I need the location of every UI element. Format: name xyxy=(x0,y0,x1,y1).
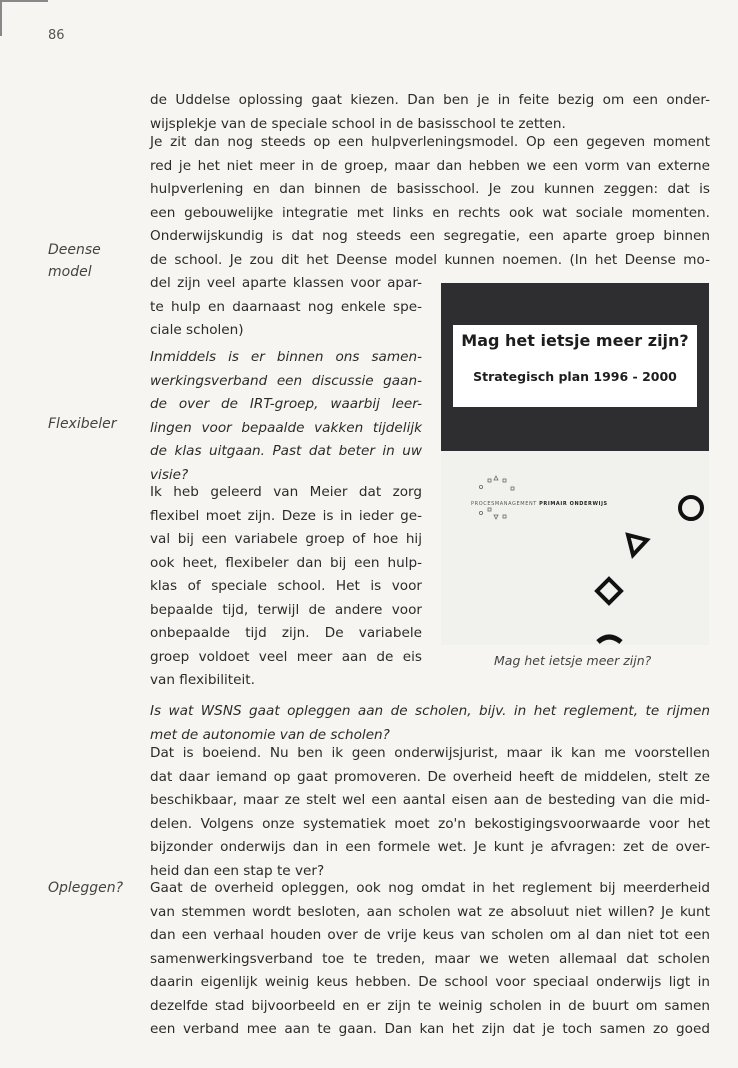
text-line: van flexibiliteit. xyxy=(150,672,255,688)
logo-ring-icon xyxy=(479,476,514,519)
cover-brand-bold: PRIMAIR ONDERWIJS xyxy=(539,501,608,507)
paragraph-hulpverlening-continued xyxy=(150,272,422,343)
text-line: val bij een variabele groep of hoe hij xyxy=(150,531,422,547)
text-line: dezelfde stad bijvoorbeeld en er zijn te weinig scholen in de buurt om samen xyxy=(150,997,710,1014)
text-line: Dat is boeiend. Nu ben ik geen onderwijsjurist, maar ik kan me voorstellen xyxy=(150,745,710,761)
text-line: van stemmen wordt besloten, aan scholen wat ze absoluut niet willen? Je kunt xyxy=(150,903,710,920)
text-line: klas of speciale school. Het is voor xyxy=(150,578,422,594)
text-line: de klas uitgaan. Past dat beter in uw xyxy=(150,443,422,459)
text-line: een gebouwelijke integratie met links en rechts ook wat sociale momenten. xyxy=(150,204,710,221)
scan-edge-top xyxy=(0,0,48,2)
paragraph-hulpverlening xyxy=(150,131,710,272)
figure-caption: Mag het ietsje meer zijn? xyxy=(494,653,652,668)
paragraph-opleggen xyxy=(150,877,710,1042)
text-line: een verband mee aan te gaan. Dan kan het zijn dat je toch samen zo goed xyxy=(150,1021,710,1037)
text-line: red je het niet meer in de groep, maar dan hebben we een vorm van externe xyxy=(150,157,710,174)
interview-question-wsns xyxy=(150,700,710,747)
text-line: met de autonomie van de scholen? xyxy=(150,726,390,743)
text-line: beschikbaar, maar ze stelt wel een aantal eisen aan de besteding van die mid- xyxy=(150,792,710,808)
cover-title: Mag het ietsje meer zijn? xyxy=(461,331,689,350)
text-line: onbepaalde tijd zijn. De variabele xyxy=(150,625,422,641)
text-line: heid dan een stap te ver? xyxy=(150,862,325,879)
margin-note-deense-model xyxy=(48,239,101,283)
text-line: Is wat WSNS gaat opleggen aan de scholen, bijv. in het reglement, te rijmen xyxy=(150,703,710,719)
cover-figure xyxy=(441,283,709,645)
text-line: lingen voor bepaalde vakken tijdelijk xyxy=(150,419,422,436)
margin-note-flexibeler: Flexibeler xyxy=(48,416,117,432)
triangle-shape-icon xyxy=(628,535,647,555)
text-line: delen. Volgens onze systematiek moet zo'n bekostigingsvoorwaarde voor het xyxy=(150,815,710,832)
text-line: hulpverlening en dan binnen de basisschool. Je zou kunnen zeggen: dat is xyxy=(150,181,710,197)
diamond-shape-icon xyxy=(597,579,621,603)
text-line: flexibel moet zijn. Deze is in ieder ge- xyxy=(150,507,422,524)
text-line: ook heet, flexibeler dan bij een hulp- xyxy=(150,554,422,571)
text-line: Je zit dan nog steeds op een hulpverleningsmodel. Op een gegeven moment xyxy=(150,134,710,150)
text-line: dat daar iemand op gaat promoveren. De overheid heeft de middelen, stelt ze xyxy=(150,768,710,785)
margin-note-line: Deense xyxy=(48,242,101,258)
interview-question-irt xyxy=(150,346,422,487)
text-line: werkingsverband een discussie gaan- xyxy=(150,372,422,389)
text-line: visie? xyxy=(150,466,189,483)
text-line: groep voldoet veel meer aan de eis xyxy=(150,648,422,665)
cover-graphics xyxy=(441,283,709,645)
text-line: dan een verhaal houden over de vrije keus van scholen om al dan niet tot een xyxy=(150,927,710,943)
text-line: bepaalde tijd, terwijl de andere voor xyxy=(150,601,422,618)
circle-shape-icon xyxy=(680,497,702,519)
cover-subtitle: Strategisch plan 1996 - 2000 xyxy=(473,369,677,384)
text-line: de over de IRT-groep, waarbij leer- xyxy=(150,396,422,412)
text-line: Onderwijskundig is dat nog steeds een segregatie, een aparte groep binnen xyxy=(150,228,710,244)
text-line: ciale scholen) xyxy=(150,322,244,338)
text-line: del zijn veel aparte klassen voor apar- xyxy=(150,275,422,291)
text-line: Ik heb geleerd van Meier dat zorg xyxy=(150,484,422,500)
scan-edge-left xyxy=(0,0,2,36)
text-line: daarin eigenlijk weinig keus hebben. De school voor speciaal onderwijs ligt in xyxy=(150,974,710,990)
page-number: 86 xyxy=(48,28,65,43)
paragraph-intro xyxy=(150,89,710,136)
interview-answer-flexibel xyxy=(150,481,422,693)
text-line: Inmiddels is er binnen ons samen- xyxy=(150,349,422,365)
text-line: wijsplekje van de speciale school in de basisschool te zetten. xyxy=(150,115,566,132)
text-line: samenwerkingsverband toe te treden, maar we weten allemaal dat scholen xyxy=(150,950,710,967)
text-line: de school. Je zou dit het Deense model kunnen noemen. (In het Deense mo- xyxy=(150,251,710,268)
text-line: te hulp en daarnaast nog enkele spe- xyxy=(150,298,422,315)
text-line: de Uddelse oplossing gaat kiezen. Dan ben je in feite bezig om een onder- xyxy=(150,92,710,108)
margin-note-opleggen: Opleggen? xyxy=(48,880,124,896)
partial-shape-icon xyxy=(598,637,621,642)
margin-note-line: model xyxy=(48,264,92,280)
text-line: Gaat de overheid opleggen, ook nog omdat in het reglement bij meerderheid xyxy=(150,880,710,896)
cover-brand-light: PROCESMANAGEMENT xyxy=(471,501,537,507)
cover-brand xyxy=(471,501,608,507)
text-line: bijzonder onderwijs dan in een formele wet. Je kunt je afvragen: zet de over- xyxy=(150,839,710,855)
interview-answer-boeiend xyxy=(150,742,710,883)
